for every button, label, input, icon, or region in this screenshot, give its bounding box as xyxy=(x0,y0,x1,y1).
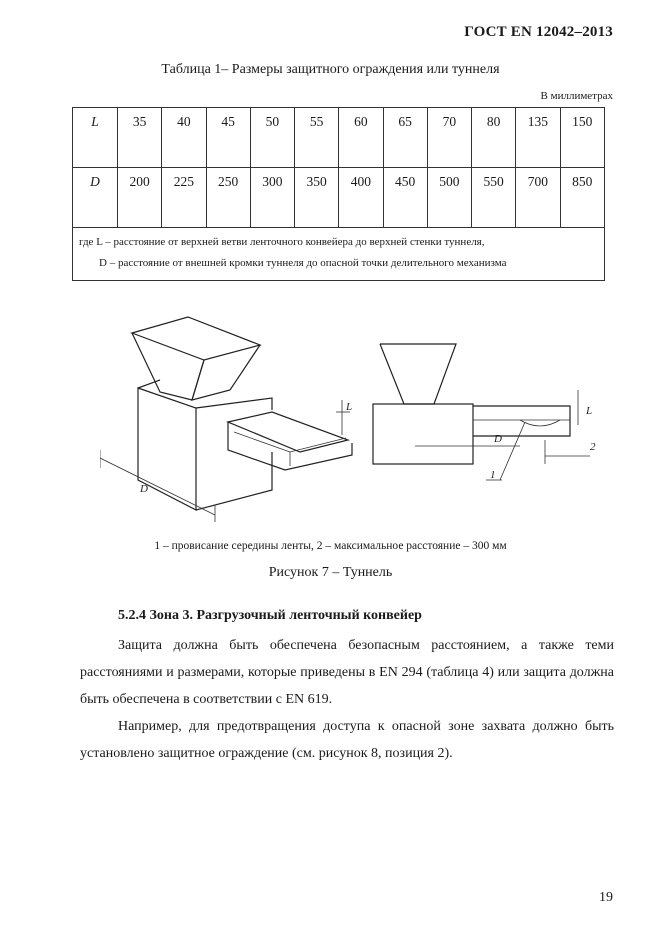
table-units: В миллиметрах xyxy=(540,90,613,102)
tunnel-figure xyxy=(100,300,620,530)
paragraph-1 xyxy=(80,632,614,713)
hopper-top xyxy=(132,317,260,360)
tunnel-drawing xyxy=(100,300,620,530)
side-body xyxy=(373,404,473,464)
table-note-row xyxy=(73,228,605,281)
right-d-label: D xyxy=(494,433,502,445)
table-cell: 400 xyxy=(339,168,383,228)
table-note-line1: где L – расстояние от верхней ветви ленточного конвейера до верхней стенки туннеля, xyxy=(79,236,485,248)
page-number: 19 xyxy=(599,890,613,905)
side-hopper xyxy=(380,344,456,404)
row-label: L xyxy=(73,108,118,168)
left-l-label: L xyxy=(346,401,353,413)
table-cell: 700 xyxy=(516,168,560,228)
paragraph-2 xyxy=(80,713,614,767)
table-note xyxy=(73,228,605,281)
table-cell: 135 xyxy=(516,108,560,168)
table-cell: 50 xyxy=(250,108,294,168)
table-cell: 250 xyxy=(206,168,250,228)
left-d-dim xyxy=(100,458,215,515)
table-cell: 350 xyxy=(295,168,339,228)
machine-body-top xyxy=(196,398,272,410)
table-cell: 550 xyxy=(472,168,516,228)
machine-body-side xyxy=(196,452,272,510)
standard-header: ГОСТ EN 12042–2013 xyxy=(464,24,613,40)
table-cell: 850 xyxy=(560,168,605,228)
section-heading: 5.2.4 Зона 3. Разгрузочный ленточный конвейер xyxy=(118,608,422,623)
table-cell: 200 xyxy=(118,168,162,228)
table-cell: 70 xyxy=(427,108,471,168)
table-cell: 60 xyxy=(339,108,383,168)
left-d-label: D xyxy=(140,483,148,495)
table-cell: 35 xyxy=(118,108,162,168)
dimensions-table xyxy=(72,107,605,281)
table-row-l xyxy=(73,108,605,168)
table-cell: 40 xyxy=(162,108,206,168)
table-note-line2: D – расстояние от внешней кромки туннеля до опасной точки делительного механизма xyxy=(99,257,507,269)
row-label: D xyxy=(73,168,118,228)
marker-1-leader xyxy=(500,422,525,480)
tunnel-top xyxy=(228,412,348,452)
right-l-label: L xyxy=(586,405,593,417)
paragraph-1-text: Защита должна быть обеспечена безопасным расстоянием, а также теми расстояниями и размерами, которые приведены в EN 294 (таблица 4) или защита должна быть обеспечена в соответствии с EN 619. xyxy=(80,638,614,707)
belt-sag xyxy=(520,420,560,426)
table-row-d xyxy=(73,168,605,228)
table-title: Таблица 1– Размеры защитного ограждения или туннеля xyxy=(161,62,500,77)
paragraph-2-text: Например, для предотвращения доступа к опасной зоне захвата должно быть установлено защитное ограждение (см. рисунок 8, позиция 2). xyxy=(80,719,614,761)
table-cell: 150 xyxy=(560,108,605,168)
marker-2-label: 2 xyxy=(590,441,596,453)
table-cell: 450 xyxy=(383,168,427,228)
figure-caption: Рисунок 7 – Туннель xyxy=(268,565,393,580)
table-cell: 65 xyxy=(383,108,427,168)
conveyor-belt xyxy=(234,432,346,452)
marker-1-label: 1 xyxy=(490,469,496,481)
table-cell: 80 xyxy=(472,108,516,168)
table-cell: 225 xyxy=(162,168,206,228)
hopper-right-face xyxy=(192,345,260,400)
table-cell: 55 xyxy=(295,108,339,168)
figure-legend: 1 – провисание середины ленты, 2 – максимальное расстояние – 300 мм xyxy=(154,540,507,552)
table-cell: 300 xyxy=(250,168,294,228)
table-cell: 45 xyxy=(206,108,250,168)
table-cell: 500 xyxy=(427,168,471,228)
